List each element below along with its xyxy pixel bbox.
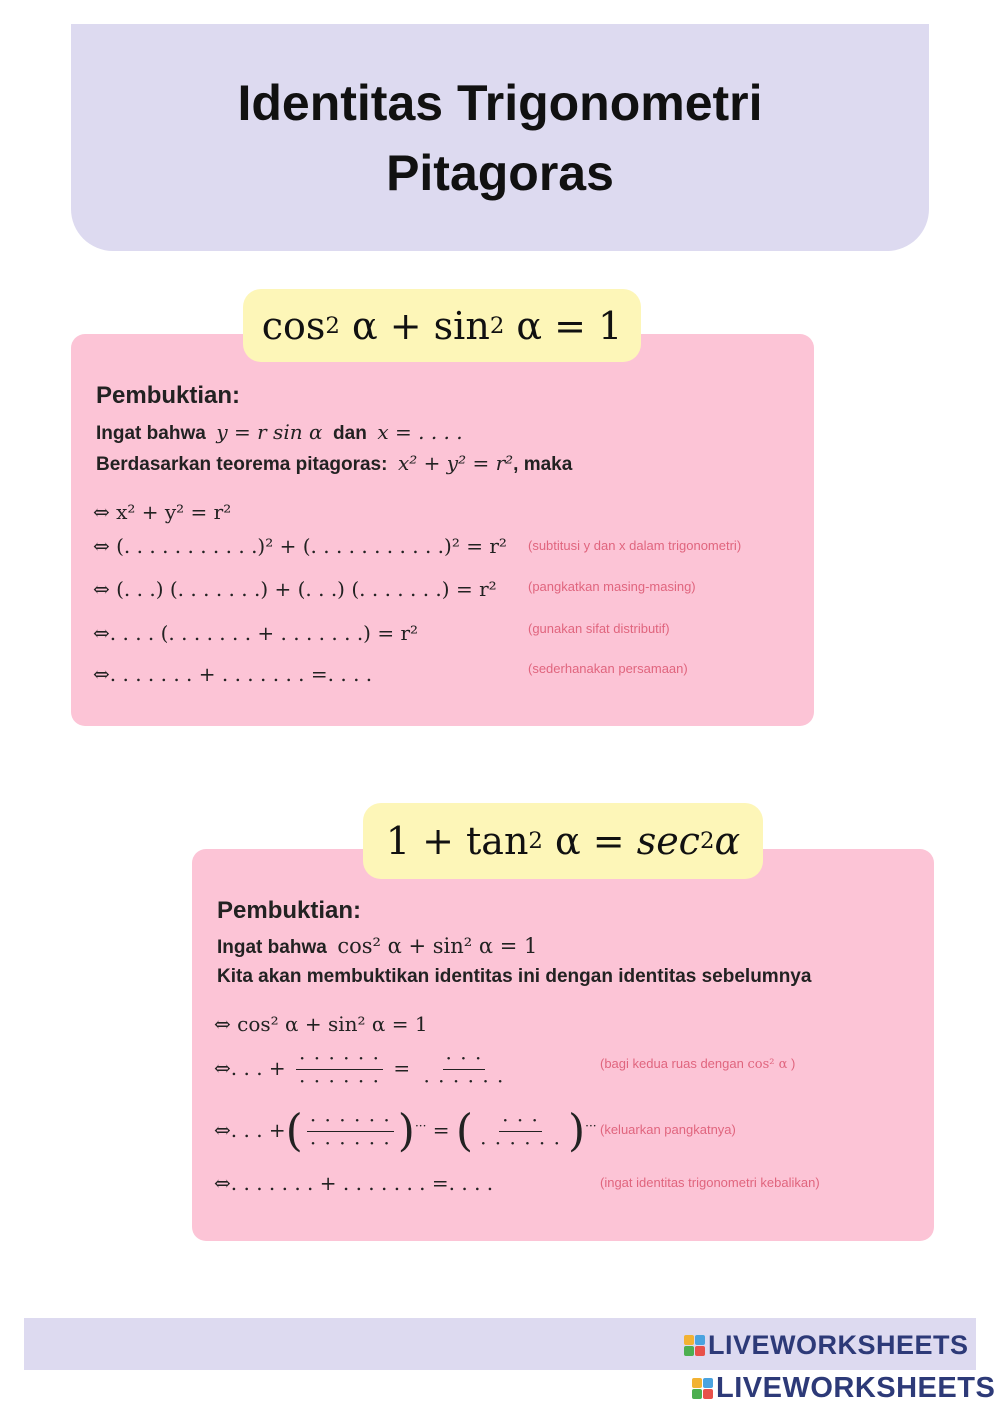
proof-step-1: ⇔ cos² α + sin² α = 1 <box>214 1012 428 1036</box>
formula-part: cos <box>261 303 326 348</box>
proof-heading: Pembuktian: <box>96 382 241 409</box>
step-prefix: ⇔. . . + <box>214 1118 286 1142</box>
liveworksheets-logo[interactable] <box>684 1330 969 1361</box>
line-text: Ingat bahwa <box>217 937 327 958</box>
proof-line-2 <box>96 451 572 476</box>
formula-part: sec <box>636 819 700 863</box>
liveworksheets-logo[interactable] <box>692 1372 995 1405</box>
fraction-denominator: · · · · · · <box>309 1131 391 1155</box>
logo-text: LIVEWORKSHEETS <box>708 1330 969 1360</box>
line-text: , maka <box>513 454 573 475</box>
identity-formula-1: cos 2 α + sin 2 α = 1 <box>243 289 641 362</box>
equals-sign: = <box>432 1118 450 1142</box>
proof-step-1: ⇔ x² + y² = r² <box>93 500 232 524</box>
fraction-denominator: · · · · · · <box>423 1069 505 1093</box>
equals-sign: = <box>393 1056 411 1080</box>
proof-step-4: ⇔. . . . . . . + . . . . . . . =. . . . <box>214 1171 494 1195</box>
title-line-2: Pitagoras <box>386 144 614 201</box>
proof-step-3: ⇔ (. . .) (. . . . . . .) + (. . .) (. . . . . . .) = r² <box>93 577 497 601</box>
formula-part: α <box>714 819 741 863</box>
proof-heading: Pembuktian: <box>217 897 362 924</box>
fraction <box>296 1047 383 1092</box>
fraction-numerator: · · · · · · <box>307 1109 394 1132</box>
fraction-numerator: · · · <box>499 1109 542 1132</box>
step-prefix: ⇔. . . + <box>214 1056 286 1080</box>
math-expression: y = r sin α <box>216 420 323 444</box>
line-text: Berdasarkan teorema pitagoras: <box>96 454 388 475</box>
math-expression: x = . . . . <box>377 420 463 444</box>
paren-open: ( <box>455 1105 474 1157</box>
fraction-numerator: · · · <box>443 1047 486 1070</box>
logo-text: LIVEWORKSHEETS <box>716 1372 996 1404</box>
formula-part: α + sin <box>339 303 490 348</box>
hint-3: (gunakan sifat distributif) <box>528 621 670 636</box>
formula-part: α = 1 <box>504 303 623 348</box>
fraction <box>477 1109 564 1154</box>
hint-4: (sederhanakan persamaan) <box>528 661 688 676</box>
exponent-placeholder: ··· <box>414 1118 427 1133</box>
line-text: dan <box>333 423 367 444</box>
formula-part: α = <box>542 819 637 863</box>
paren-close: ) <box>568 1105 586 1157</box>
hint-1 <box>600 1056 795 1072</box>
line-text: Ingat bahwa <box>96 423 206 444</box>
logo-icon <box>684 1335 705 1356</box>
fraction-numerator: · · · · · · <box>296 1047 383 1070</box>
fraction-denominator: · · · · · · <box>299 1069 380 1093</box>
fraction <box>307 1109 394 1154</box>
title-banner <box>71 24 929 251</box>
hint-1: (subtitusi y dan x dalam trigonometri) <box>528 538 742 553</box>
math-expression: cos² α + sin² α = 1 <box>337 934 538 958</box>
proof-card-2 <box>192 849 934 1241</box>
proof-line-1 <box>217 934 537 959</box>
math-expression: x² + y² = r² <box>398 451 514 475</box>
hint-text: ) <box>791 1056 796 1071</box>
hint-3: (ingat identitas trigonometri kebalikan) <box>600 1175 820 1190</box>
hint-text: (bagi kedua ruas dengan <box>600 1056 744 1071</box>
proof-step-2 <box>214 1047 511 1092</box>
formula-part: 1 + tan <box>385 819 529 863</box>
proof-step-2: ⇔ (. . . . . . . . . . .)² + (. . . . . . . . . . .)² = r² <box>93 534 507 558</box>
hint-2: (keluarkan pangkatnya) <box>600 1122 736 1137</box>
hint-math: cos² α <box>747 1057 788 1072</box>
fraction-denominator: · · · · · · <box>480 1131 561 1155</box>
proof-step-4: ⇔. . . . (. . . . . . . + . . . . . . .) = r² <box>93 621 419 645</box>
proof-line-2: Kita akan membuktikan identitas ini dengan identitas sebelumnya <box>217 966 812 987</box>
logo-icon <box>692 1378 713 1399</box>
proof-step-5: ⇔. . . . . . . + . . . . . . . =. . . . <box>93 662 373 686</box>
exponent-placeholder: ··· <box>585 1118 597 1133</box>
proof-card-1 <box>71 334 814 726</box>
identity-formula-2: 1 + tan 2 α = sec 2 α <box>363 803 763 879</box>
title-line-1: Identitas Trigonometri <box>237 74 763 131</box>
proof-step-3 <box>214 1105 597 1157</box>
hint-2: (pangkatkan masing-masing) <box>528 579 696 594</box>
proof-line-1 <box>96 420 463 445</box>
paren-open: ( <box>285 1105 303 1157</box>
fraction <box>420 1047 507 1092</box>
paren-close: ) <box>397 1105 415 1157</box>
